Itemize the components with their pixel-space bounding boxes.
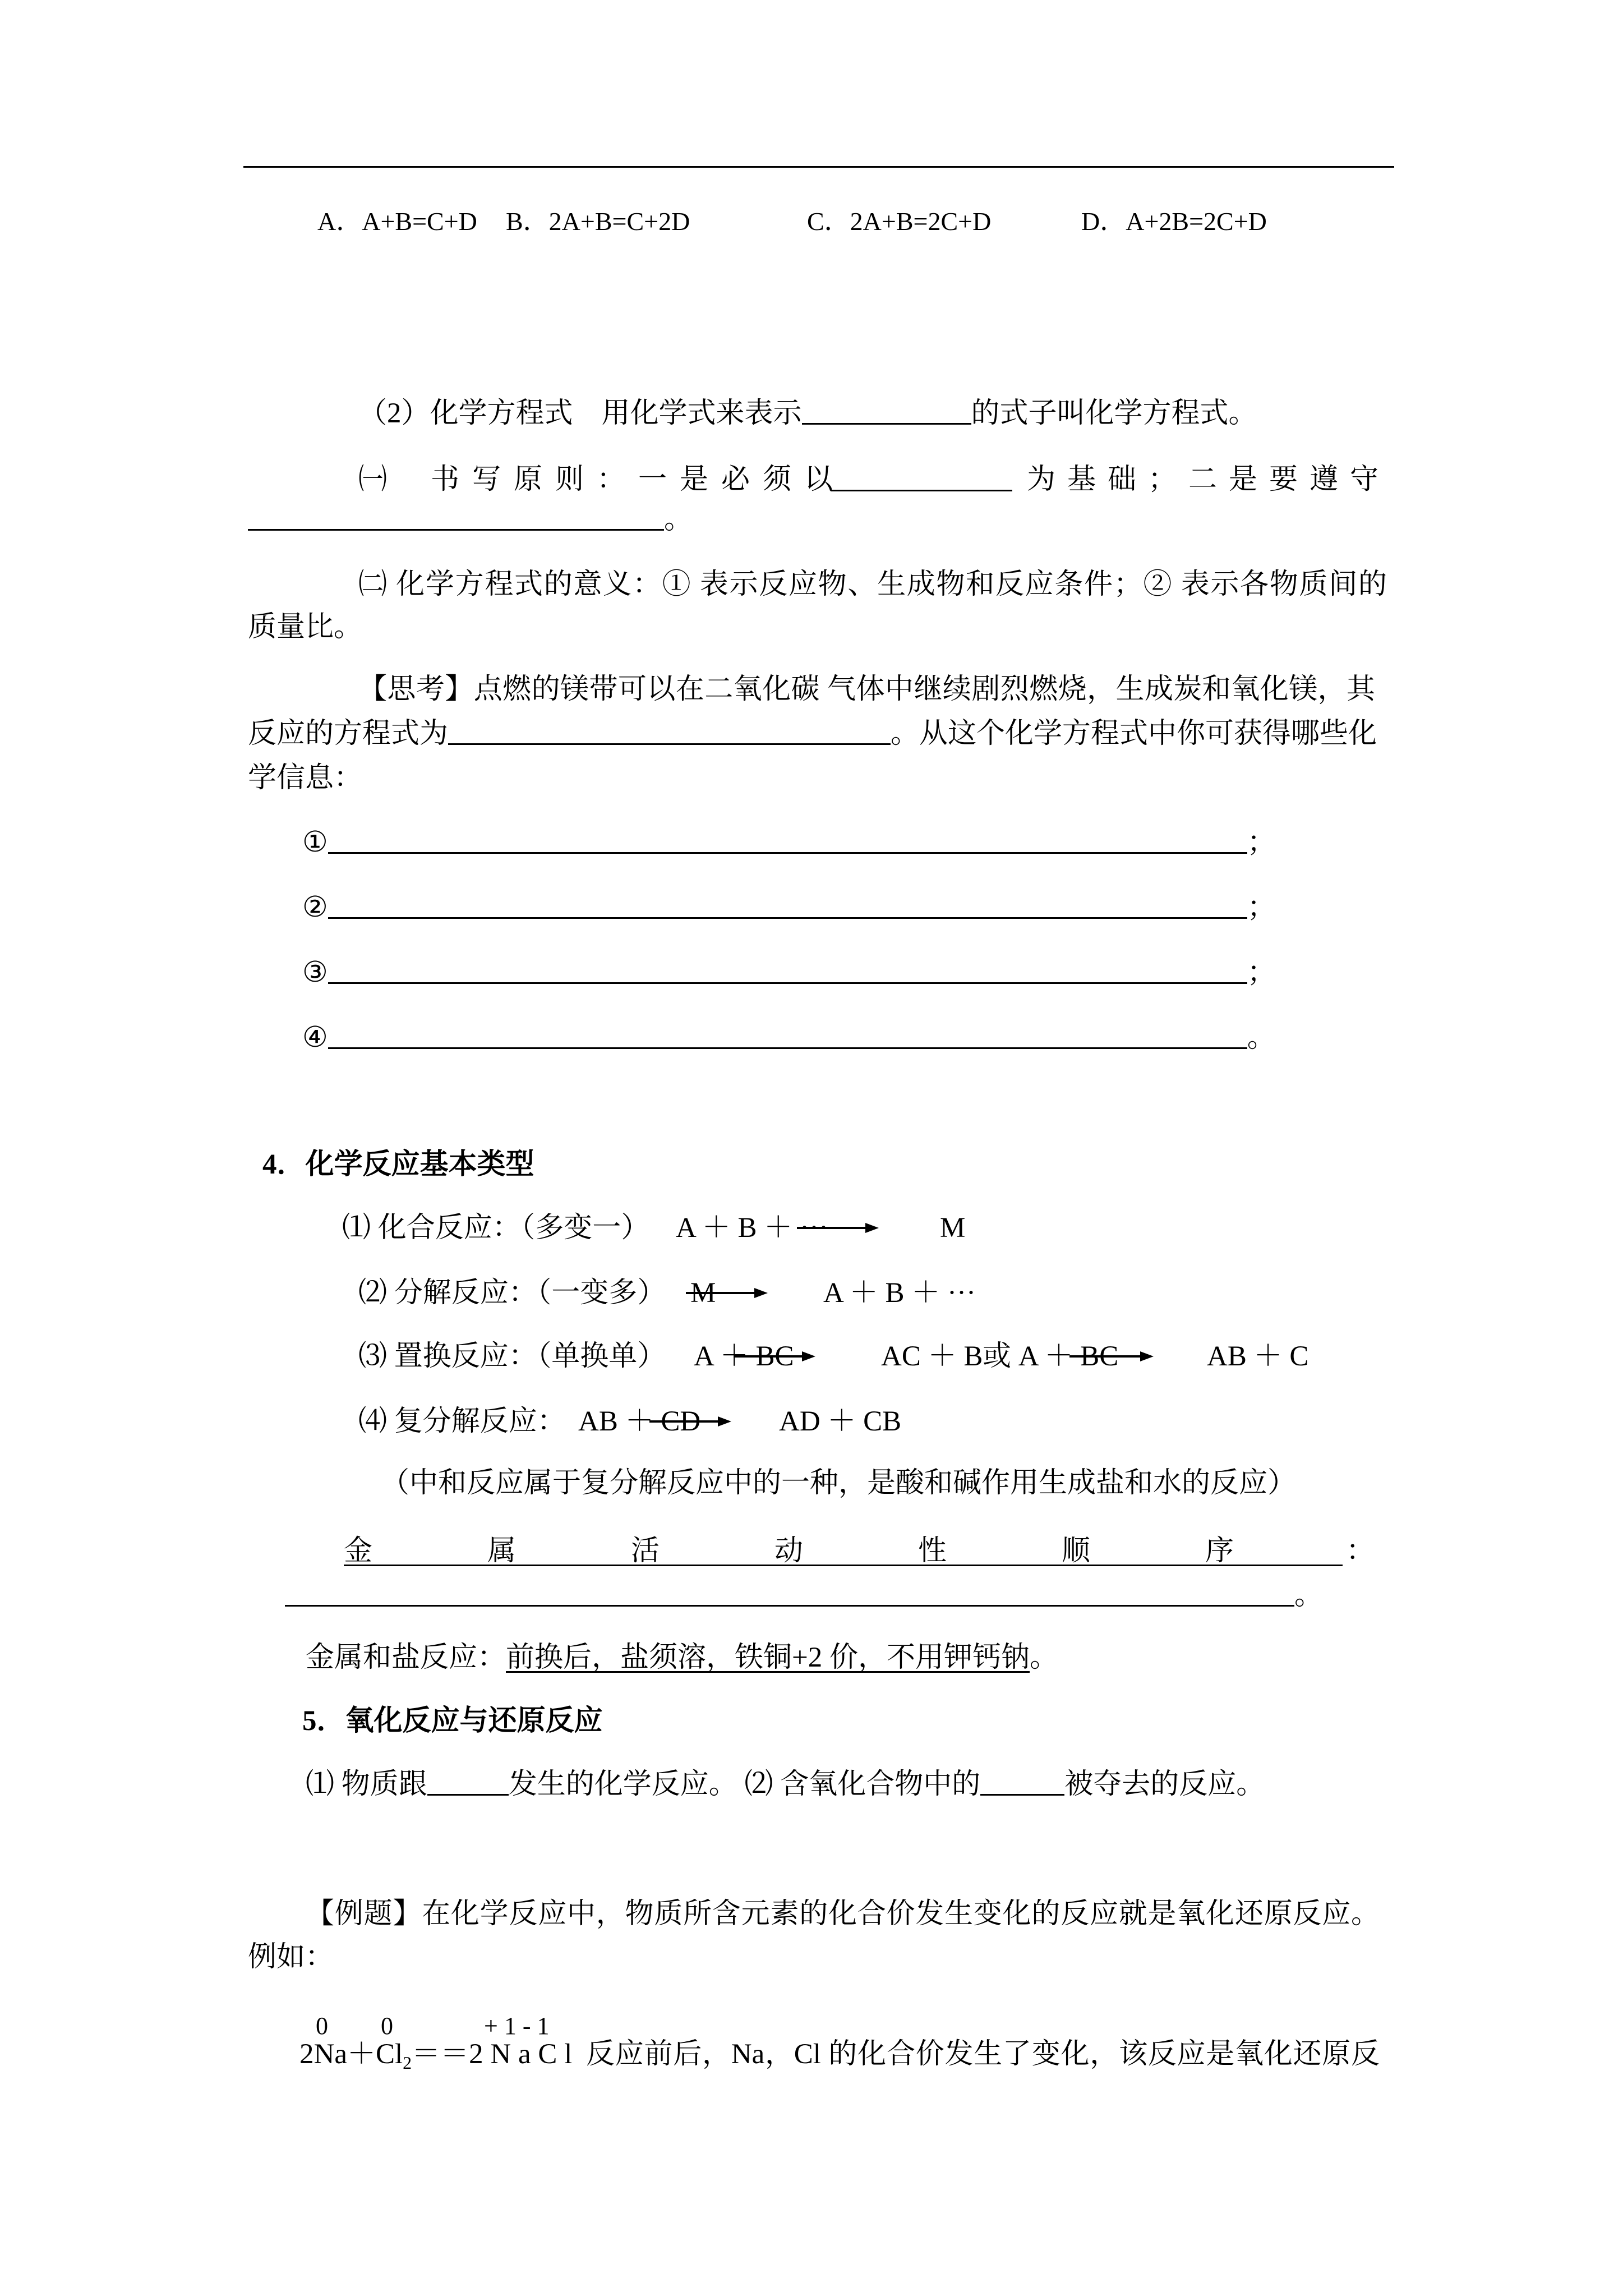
reaction-products: AB ＋ C bbox=[1207, 1341, 1309, 1372]
reaction-arrow-icon bbox=[797, 1221, 879, 1235]
blank-line bbox=[802, 398, 971, 425]
equation-explanation: 反应前后，Na，Cl 的化合价发生了变化，该反应是氧化还原反 bbox=[586, 2039, 1380, 2070]
oxidation-state-na: 0 bbox=[316, 2012, 328, 2040]
option-c: C．2A+B=2C+D bbox=[807, 207, 992, 236]
equation-definition bbox=[358, 395, 1257, 431]
answer-end: ； bbox=[1247, 827, 1276, 858]
reaction-arrow-icon bbox=[686, 1286, 768, 1300]
writing-principles bbox=[0, 462, 1623, 498]
equation-right: ＝＝2 N a C l bbox=[412, 2039, 573, 2070]
displacement-reaction bbox=[0, 1338, 1623, 1374]
reaction-label: ⑴ 化合反应：（多变一） bbox=[342, 1212, 650, 1244]
section-heading-redox: 5．氧化反应与还原反应 bbox=[302, 1705, 603, 1737]
blank-line bbox=[328, 1023, 1247, 1049]
blank-line bbox=[328, 958, 1247, 984]
principles-marker: ㈠ bbox=[358, 464, 388, 495]
think-text-b2: 。从这个化学方程式中你可获得哪些化 bbox=[891, 718, 1377, 749]
metal-salt-end: 。 bbox=[1030, 1642, 1059, 1673]
answer-marker: ② bbox=[302, 892, 328, 923]
answer-line-3 bbox=[302, 955, 1276, 991]
reaction-label: ⑵ 分解反应：（一变多） bbox=[358, 1277, 666, 1309]
writing-principles-cont bbox=[248, 501, 693, 537]
principles-text-b: 为基础；二是要遵守 bbox=[1027, 464, 1391, 495]
example-cont: 例如： bbox=[248, 1941, 334, 1973]
activity-series-line bbox=[344, 1533, 1349, 1567]
reaction-products: M bbox=[940, 1212, 966, 1244]
combination-reaction bbox=[0, 1210, 1623, 1246]
reaction-reactants: 或 A ＋ BC bbox=[983, 1341, 1119, 1372]
principles-end: 。 bbox=[664, 504, 693, 535]
reaction-arrow-icon bbox=[1069, 1350, 1154, 1363]
header-rule bbox=[243, 166, 1394, 168]
redox-definitions bbox=[306, 1766, 1265, 1802]
equation-subscript: 2 bbox=[403, 2053, 412, 2073]
principles-text-a: 书写原则：一是必须以 bbox=[431, 464, 846, 495]
reaction-arrow-icon bbox=[649, 1415, 731, 1428]
neutralization-note: （中和反应属于复分解反应中的一种，是酸和碱作用生成盐和水的反应） bbox=[381, 1467, 1297, 1499]
reaction-products: AC ＋ B bbox=[881, 1341, 983, 1372]
section-heading-reaction-types: 4．化学反应基本类型 bbox=[262, 1149, 534, 1180]
metal-salt-rule bbox=[306, 1640, 1058, 1676]
reaction-reactants: M bbox=[690, 1277, 716, 1309]
double-displacement-reaction bbox=[0, 1404, 1623, 1439]
blank-line bbox=[328, 827, 1247, 854]
option-d: D．A+2B=2C+D bbox=[1081, 207, 1267, 236]
option-b: B．2A+B=C+2D bbox=[506, 207, 690, 236]
reaction-reactants: A ＋ BC bbox=[694, 1341, 794, 1372]
answer-end: 。 bbox=[1247, 1022, 1276, 1053]
blank-line bbox=[328, 892, 1247, 919]
answer-end: ； bbox=[1247, 957, 1276, 988]
answer-marker: ③ bbox=[302, 957, 328, 988]
oxidation-state-cl: 0 bbox=[381, 2012, 393, 2040]
equation-left: 2Na＋Cl bbox=[299, 2039, 403, 2070]
answer-line-1 bbox=[302, 825, 1276, 861]
answer-end: ； bbox=[1247, 892, 1276, 923]
decomposition-reaction bbox=[0, 1275, 1623, 1311]
think-text-b1: 反应的方程式为 bbox=[248, 718, 449, 749]
reaction-reactants: A ＋ B ＋ ··· bbox=[676, 1212, 828, 1244]
option-a: A．A+B=C+D bbox=[317, 207, 477, 236]
oxidation-def-text-end: 发生的化学反应。 bbox=[508, 1769, 737, 1800]
answer-marker: ④ bbox=[302, 1022, 328, 1053]
reaction-products: A ＋ B ＋ ··· bbox=[823, 1277, 976, 1309]
activity-series-label: 金属活动性顺序 bbox=[344, 1535, 1349, 1567]
reduction-def-text-end: 被夺去的反应。 bbox=[1064, 1769, 1265, 1800]
think-question: 【思考】点燃的镁带可以在二氧化碳 气体中继续剧烈燃烧，生成炭和氧化镁，其 bbox=[358, 674, 1375, 705]
redox-equation bbox=[299, 2036, 572, 2072]
activity-series-colon: ： bbox=[1346, 1535, 1375, 1567]
redox-equation-line bbox=[0, 2036, 1623, 2072]
answer-marker: ① bbox=[302, 827, 328, 858]
blank-line bbox=[831, 465, 1012, 491]
oxidation-def-text: ⑴ 物质跟 bbox=[306, 1769, 427, 1800]
reduction-def-text: ⑵ 含氧化合物中的 bbox=[737, 1769, 981, 1800]
activity-series-end: 。 bbox=[1294, 1580, 1324, 1611]
answer-line-2 bbox=[302, 890, 1276, 926]
blank-line bbox=[285, 1580, 1294, 1607]
think-question-cont bbox=[248, 716, 1375, 752]
think-question-end: 学信息： bbox=[248, 762, 363, 794]
reaction-label: ⑷ 复分解反应： bbox=[358, 1406, 566, 1437]
equation-definition-text: （2）化学方程式 用化学式来表示 bbox=[358, 398, 802, 429]
example-text: 【例题】在化学反应中，物质所含元素的化合价发生变化的反应就是氧化还原反应。 bbox=[306, 1898, 1380, 1930]
activity-series-answer bbox=[285, 1577, 1323, 1613]
metal-salt-label: 金属和盐反应： bbox=[306, 1642, 506, 1673]
blank-line bbox=[427, 1769, 509, 1796]
reaction-arrow-icon bbox=[734, 1350, 815, 1363]
blank-line bbox=[980, 1769, 1064, 1796]
blank-line bbox=[248, 504, 664, 531]
answer-line-4 bbox=[302, 1020, 1276, 1056]
metal-salt-rule-text: 前换后，盐须溶，铁铜+2 价，不用钾钙钠 bbox=[506, 1642, 1030, 1673]
equation-meaning: ㈡ 化学方程式的意义：① 表示反应物、生成物和反应条件；② 表示各物质间的 bbox=[358, 569, 1387, 600]
reaction-products: AD ＋ CB bbox=[779, 1406, 902, 1437]
equation-meaning-cont: 质量比。 bbox=[248, 611, 363, 643]
equation-definition-text-end: 的式子叫化学方程式。 bbox=[971, 398, 1257, 429]
oxidation-state-nacl: + 1 - 1 bbox=[484, 2012, 550, 2040]
reaction-reactants: AB ＋ CD bbox=[578, 1406, 701, 1437]
reaction-label: ⑶ 置换反应：（单换单） bbox=[358, 1341, 666, 1372]
blank-line bbox=[448, 719, 891, 745]
